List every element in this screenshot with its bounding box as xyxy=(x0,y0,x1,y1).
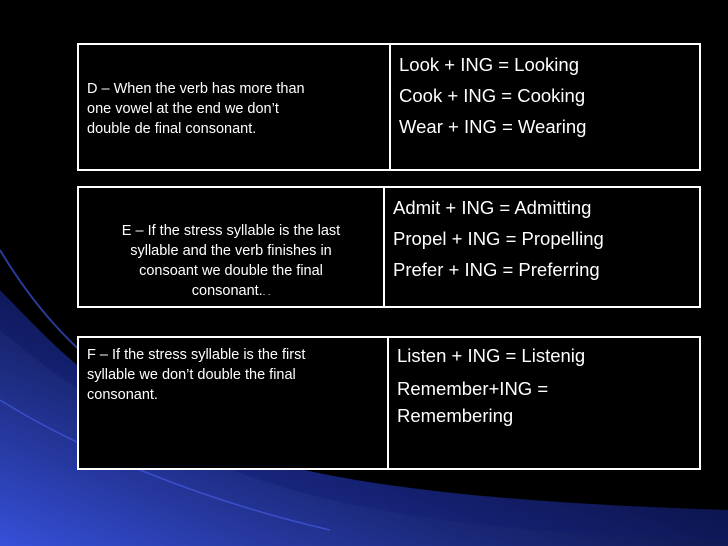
rule-e-examples xyxy=(385,188,699,306)
rule-d-description-line: double de final consonant. xyxy=(87,121,257,137)
rule-f-description-line: consonant. xyxy=(87,387,158,403)
rule-f-example: Remember+ING = xyxy=(397,378,549,399)
rule-f-description-line: syllable we don’t double the final xyxy=(87,367,296,383)
rule-table-e xyxy=(77,186,701,308)
rule-e-example: Admit + ING = Admitting xyxy=(393,197,592,218)
rule-e-example: Prefer + ING = Preferring xyxy=(393,259,600,280)
rule-e-description-word: consonant. xyxy=(191,283,263,299)
rule-e-description-dots: . . xyxy=(262,287,271,297)
rule-d-description-line: one vowel at the end we don’t xyxy=(87,101,279,117)
rule-e-description-line xyxy=(87,281,375,302)
rule-e-example: Propel + ING = Propelling xyxy=(393,228,604,249)
rule-d-example: Cook + ING = Cooking xyxy=(399,85,586,106)
rule-f-description-line: F – If the stress syllable is the first xyxy=(87,347,306,363)
rule-f-description xyxy=(79,338,389,468)
rule-d-example: Look + ING = Looking xyxy=(399,54,579,75)
rule-d-description-line: D – When the verb has more than xyxy=(87,81,305,97)
rule-f-examples xyxy=(389,338,699,468)
rule-e-description-line: consoant we double the final xyxy=(139,263,323,279)
rule-table-d xyxy=(77,43,701,171)
rule-f-example: Remembering xyxy=(397,405,514,426)
rule-d-example: Wear + ING = Wearing xyxy=(399,116,587,137)
rule-d-examples xyxy=(391,45,699,169)
rule-e-description-line: E – If the stress syllable is the last xyxy=(121,223,341,239)
rule-e-description xyxy=(79,188,385,306)
rule-f-example: Listen + ING = Listenig xyxy=(397,345,586,366)
rule-d-description xyxy=(79,45,391,169)
rule-e-description-line: syllable and the verb finishes in xyxy=(130,243,332,259)
rule-table-f xyxy=(77,336,701,470)
